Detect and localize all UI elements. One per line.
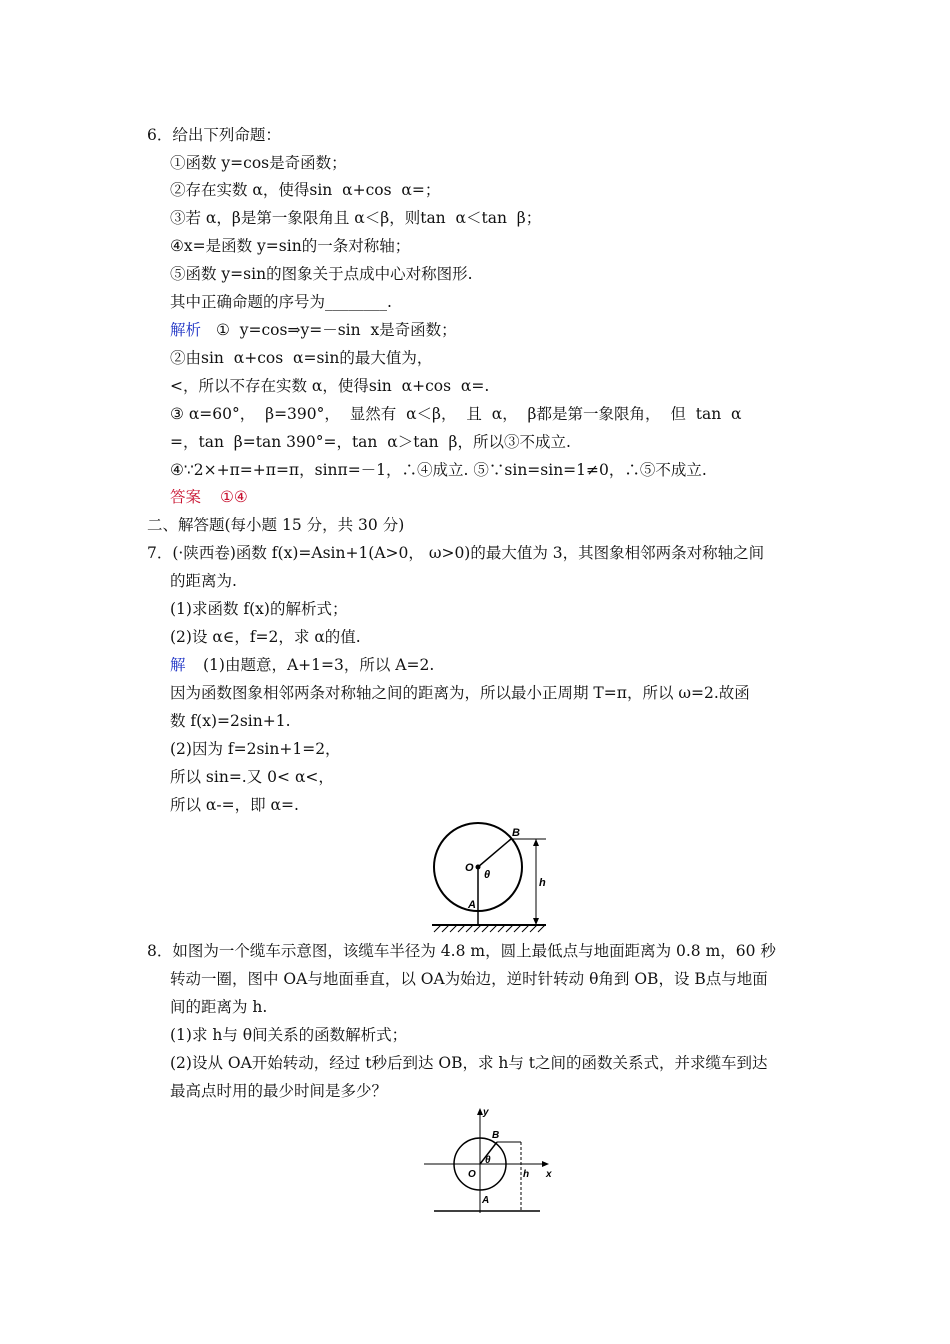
q8-line-4: (1)求 h与 θ间关系的函数解析式； <box>170 1026 408 1044</box>
q7-solution-label: 解 <box>170 656 186 674</box>
ground-hatching <box>434 925 545 932</box>
q6-analysis-5: =，tan β=tan 390°=，tan α＞tan β，所以③不成立. <box>170 433 571 451</box>
fig2-label-b: B <box>492 1130 500 1141</box>
q7-line-3: (1)求函数 f(x)的解析式； <box>170 600 348 618</box>
q6-analysis-3: <，所以不存在实数 α，使得sin α+cos α=. <box>170 377 490 395</box>
q6-analysis-6: ④∵2×+π=+π=π，sinπ=－1，∴④成立. ⑤∵sin=sin=1≠0，∴⑤不成立. <box>170 461 707 479</box>
fig2-label-h: h <box>523 1169 530 1180</box>
q6-analysis-2: ②由sin α+cos α=sin的最大值为， <box>170 349 433 367</box>
fig2-label-x: x <box>546 1169 552 1180</box>
q7-line-2: 的距离为. <box>170 572 237 590</box>
fig1-label-h: h <box>539 877 546 889</box>
fig2-label-theta: θ <box>485 1155 491 1166</box>
q7-solution-5: 所以 sin=.又 0< α<， <box>170 768 334 786</box>
q7-line-4: (2)设 α∈，f=2，求 α的值. <box>170 628 361 646</box>
q7-solution-4: (2)因为 f=2sin+1=2， <box>170 740 341 758</box>
q6-prop-1: ①函数 y=cos是奇函数； <box>170 154 347 172</box>
fig2-label-y: y <box>483 1107 489 1118</box>
q8-line-1: 8．如图为一个缆车示意图，该缆车半径为 4.8 m，圆上最低点与地面距离为 0.8 m，60 秒 <box>147 942 776 960</box>
q7-solution-3: 数 f(x)=2sin+1. <box>170 712 291 730</box>
q8-line-2: 转动一圈，图中 OA与地面垂直，以 OA为始边，逆时针转动 θ角到 OB，设 B点与地面 <box>170 970 768 988</box>
cable-car-figure <box>424 820 564 935</box>
q6-answer: ①④ <box>220 488 248 506</box>
q6-answer-label: 答案 <box>170 488 202 506</box>
q6-ask: 其中正确命题的序号为________. <box>170 293 392 311</box>
h-arrow-top <box>533 839 539 846</box>
q6-prop-4: ④x=是函数 y=sin的一条对称轴； <box>170 237 411 255</box>
q6-analysis-1: ① y=cos⇒y=－sin x是奇函数； <box>216 321 457 339</box>
fig2-label-a: A <box>482 1195 490 1206</box>
fig2-label-o: O <box>468 1169 476 1180</box>
q7-solution-1: (1)由题意，A+1=3，所以 A=2. <box>203 656 435 674</box>
q8-line-5: (2)设从 OA开始转动，经过 t秒后到达 OB，求 h与 t之间的函数关系式，并求缆车到达 <box>170 1054 768 1072</box>
q6-prop-5: ⑤函数 y=sin的图象关于点成中心对称图形. <box>170 265 473 283</box>
h-arrow-bottom <box>533 918 539 925</box>
q6-prop-3: ③若 α，β是第一象限角且 α＜β，则tan α＜tan β； <box>170 209 542 227</box>
coordinate-figure <box>420 1105 560 1217</box>
q6-title: 6．给出下列命题： <box>147 126 281 144</box>
x-axis-arrow <box>542 1161 549 1167</box>
q7-solution-6: 所以 α-=，即 α=. <box>170 796 299 814</box>
q7-line-1: 7．(·陕西卷)函数 f(x)=Asin+1(A>0， ω>0)的最大值为 3，其图象相邻两条对称轴之间 <box>147 544 765 562</box>
fig1-label-theta: θ <box>484 869 491 881</box>
radius-ob <box>478 839 511 867</box>
q6-analysis-4: ③ α=60°， β=390°， 显然有 α＜β， 且 α， β都是第一象限角， 但 tan α <box>170 405 742 423</box>
q6-analysis-label: 解析 <box>170 321 202 339</box>
q6-prop-2: ②存在实数 α，使得sin α+cos α=； <box>170 181 441 199</box>
fig1-label-b: B <box>512 827 520 839</box>
fig1-label-a: A <box>468 899 476 911</box>
q8-line-3: 间的距离为 h. <box>170 998 268 1016</box>
section-heading: 二、解答题(每小题 15 分，共 30 分) <box>147 516 405 534</box>
q8-line-6: 最高点时用的最少时间是多少？ <box>170 1082 388 1100</box>
center-point <box>476 865 481 870</box>
fig1-label-o: O <box>465 862 474 874</box>
q7-solution-2: 因为函数图象相邻两条对称轴之间的距离为，所以最小正周期 T=π，所以 ω=2.故函 <box>170 684 750 702</box>
